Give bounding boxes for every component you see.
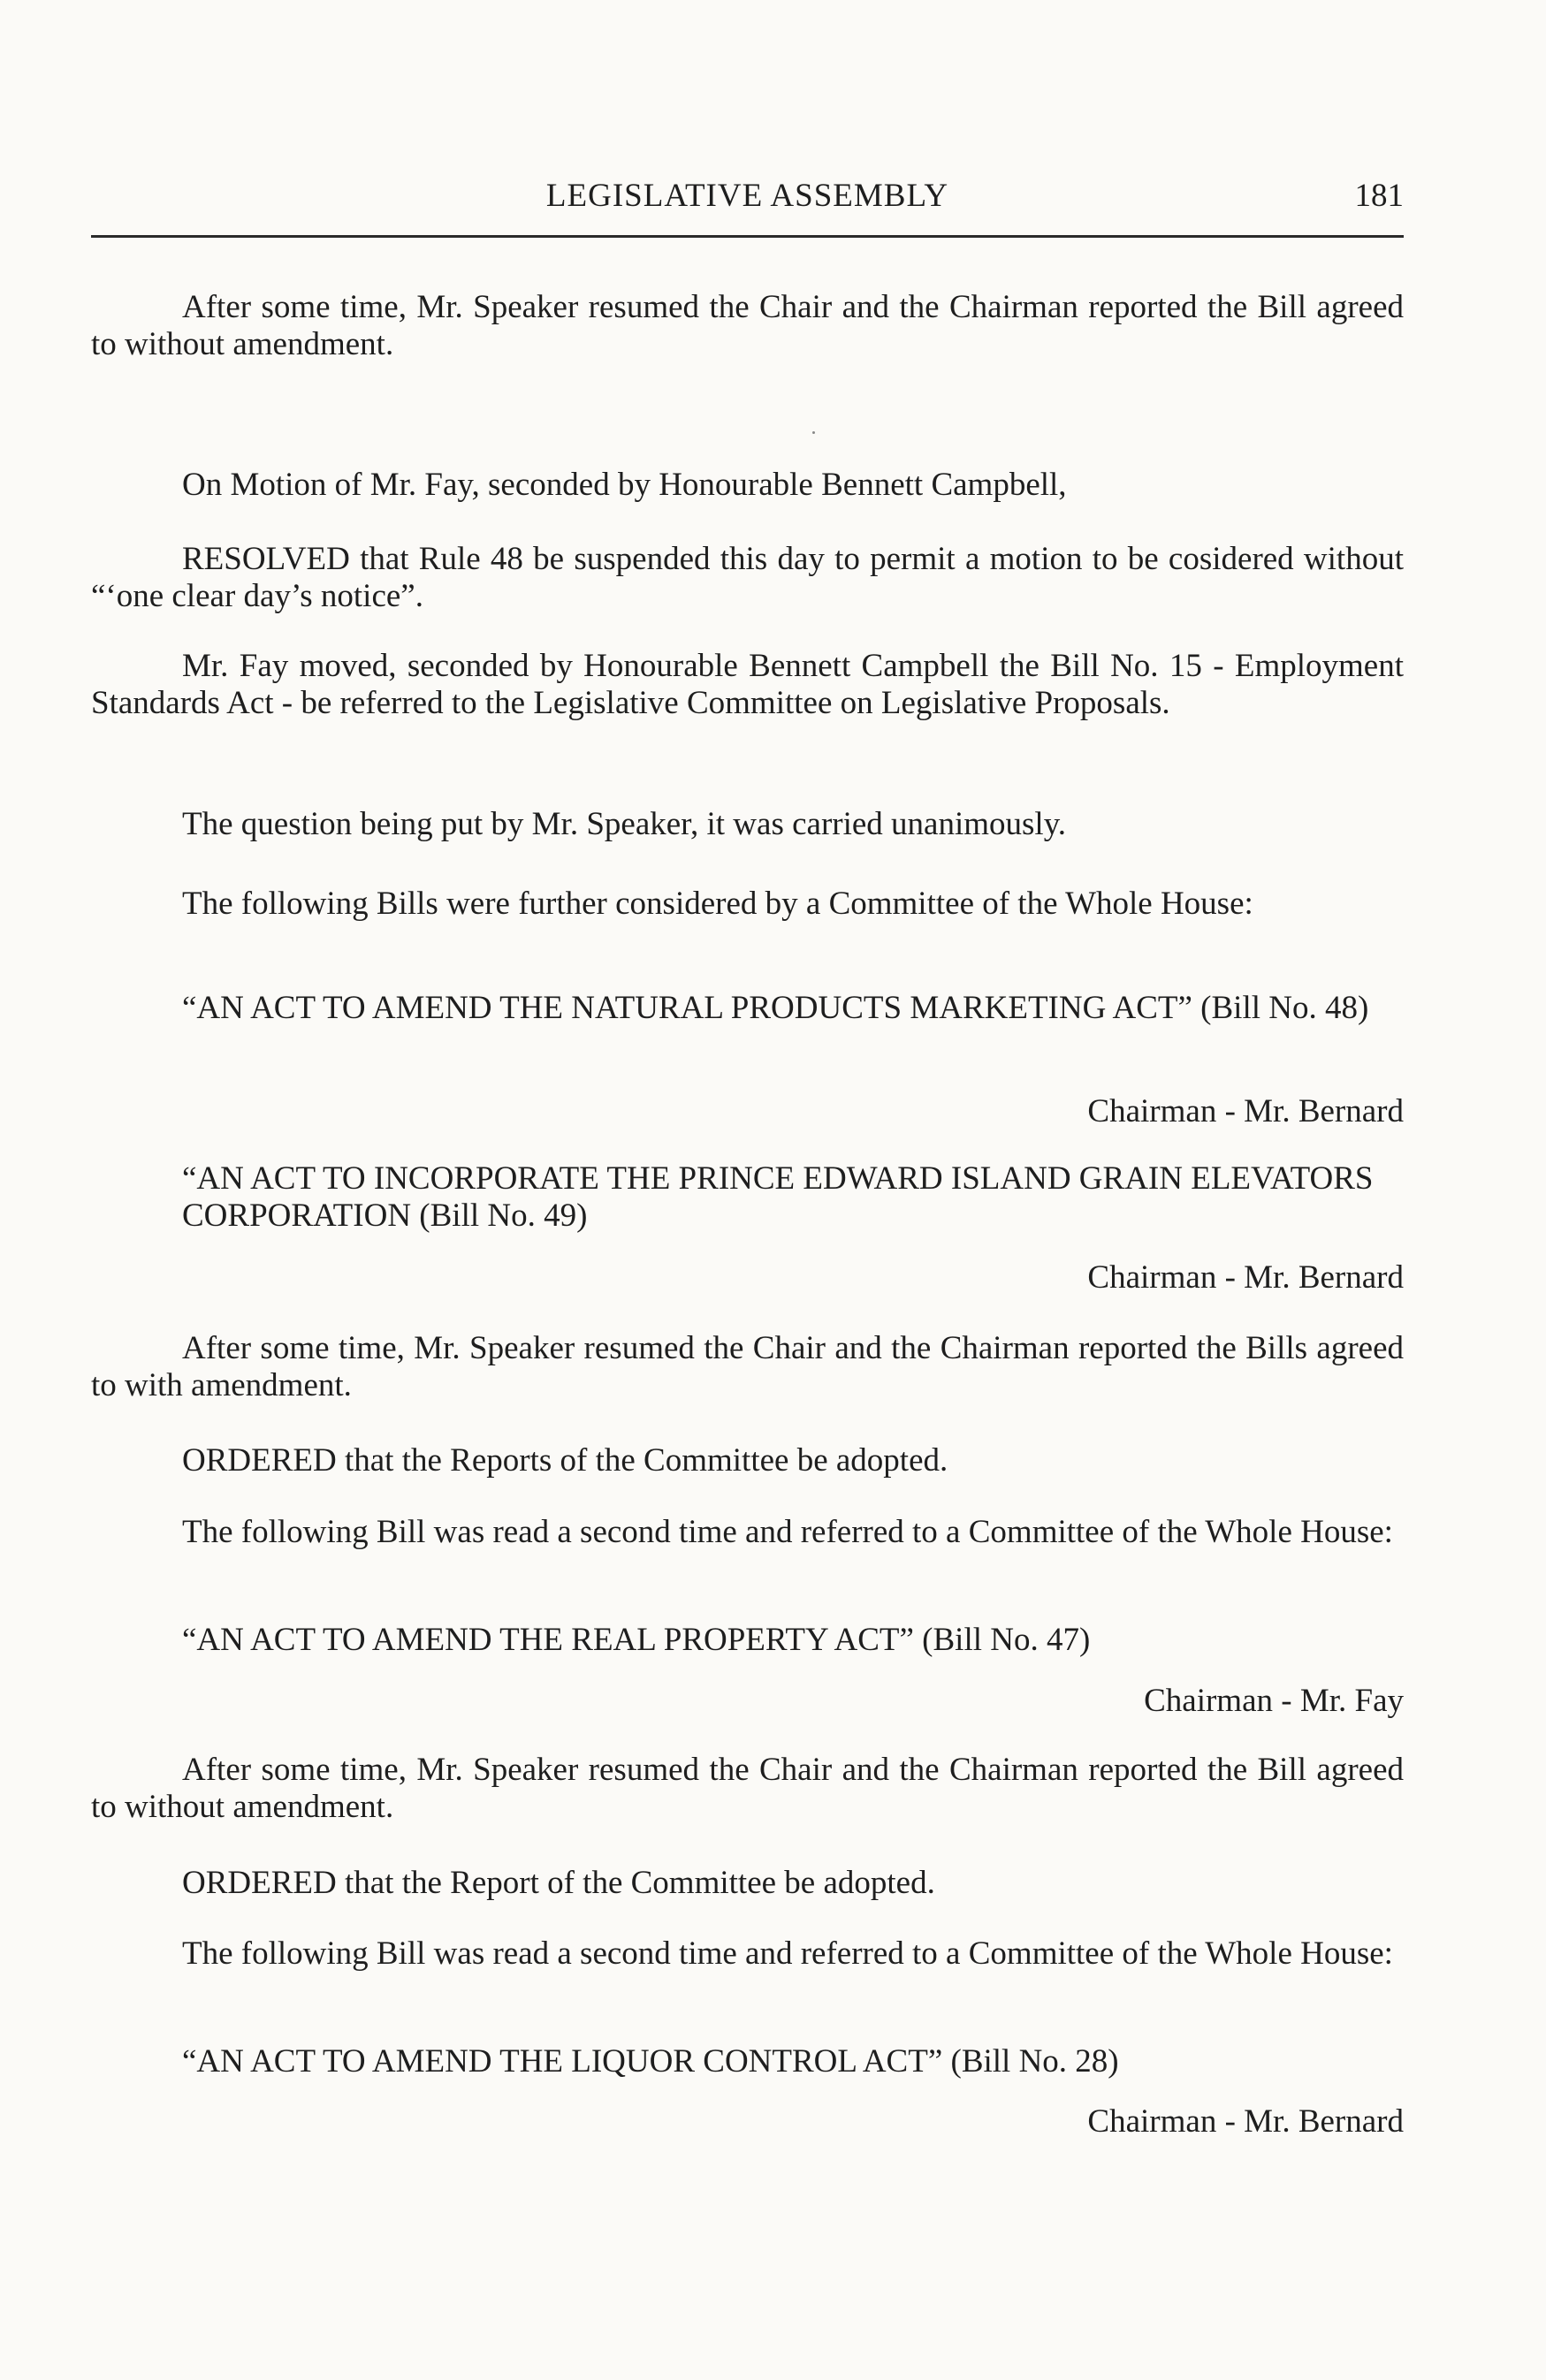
bill-title: “AN ACT TO AMEND THE REAL PROPERTY ACT” (Bill No. 47) <box>182 1622 1091 1658</box>
bill-chairman: Chairman - Mr. Bernard <box>1087 1093 1404 1129</box>
bill-title: “AN ACT TO AMEND THE NATURAL PRODUCTS MARKETING ACT” (Bill No. 48) <box>182 990 1369 1026</box>
paragraph: The following Bills were further considered by a Committee of the Whole House: <box>182 886 1253 922</box>
bill-chairman: Chairman - Mr. Fay <box>1144 1683 1404 1719</box>
paragraph: On Motion of Mr. Fay, seconded by Honourable Bennett Campbell, <box>182 467 1067 503</box>
paragraph: After some time, Mr. Speaker resumed the Chair and the Chairman reported the Bill agreed to without amendment. <box>91 1752 1404 1825</box>
paragraph: ORDERED that the Report of the Committee be adopted. <box>182 1865 935 1901</box>
page-title: LEGISLATIVE ASSEMBLY <box>545 178 949 214</box>
paragraph: After some time, Mr. Speaker resumed the Chair and the Chairman reported the Bill agreed to without amendment. <box>91 289 1404 362</box>
page-number: 181 <box>1354 178 1404 214</box>
paragraph: The question being put by Mr. Speaker, it was carried unanimously. <box>182 806 1067 842</box>
header-divider <box>91 235 1404 238</box>
paragraph: Mr. Fay moved, seconded by Honourable Bennett Campbell the Bill No. 15 - Employment Standards Act - be referred to the Legislative Committee on Legislative Proposals. <box>91 648 1404 721</box>
bill-title: “AN ACT TO INCORPORATE THE PRINCE EDWARD ISLAND GRAIN ELEVATORS CORPORATION (Bill No. 49) <box>182 1160 1374 1234</box>
paragraph: After some time, Mr. Speaker resumed the Chair and the Chairman reported the Bills agreed to with amendment. <box>91 1330 1404 1403</box>
bill-chairman: Chairman - Mr. Bernard <box>1087 1259 1404 1296</box>
bill-title: “AN ACT TO AMEND THE LIQUOR CONTROL ACT” (Bill No. 28) <box>182 2043 1119 2080</box>
bill-chairman: Chairman - Mr. Bernard <box>1087 2103 1404 2140</box>
page-header <box>91 177 1404 239</box>
paragraph: The following Bill was read a second time and referred to a Committee of the Whole House: <box>182 1514 1393 1550</box>
paragraph: The following Bill was read a second time and referred to a Committee of the Whole House: <box>182 1935 1393 1972</box>
scan-speck <box>812 431 815 434</box>
paragraph: ORDERED that the Reports of the Committee be adopted. <box>182 1442 948 1479</box>
paragraph: RESOLVED that Rule 48 be suspended this day to permit a motion to be cosidered without “‘one clear day’s notice”. <box>91 541 1404 614</box>
